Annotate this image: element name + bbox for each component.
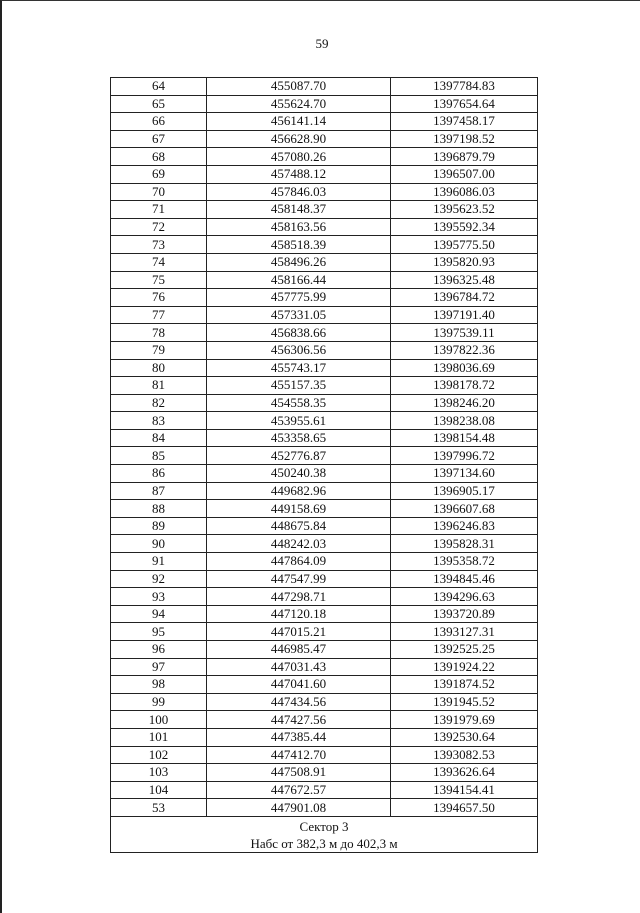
x-coordinate-cell: 457488.12 xyxy=(207,165,391,183)
x-coordinate-cell: 458166.44 xyxy=(207,271,391,289)
point-number-cell: 84 xyxy=(111,429,207,447)
y-coordinate-cell: 1397539.11 xyxy=(391,324,538,342)
table-row xyxy=(111,641,538,659)
point-number-cell: 92 xyxy=(111,570,207,588)
point-number-cell: 78 xyxy=(111,324,207,342)
x-coordinate-cell: 457080.26 xyxy=(207,148,391,166)
y-coordinate-cell: 1396879.79 xyxy=(391,148,538,166)
table-row xyxy=(111,570,538,588)
table-row xyxy=(111,676,538,694)
table-row xyxy=(111,623,538,641)
table-row xyxy=(111,658,538,676)
table-row xyxy=(111,113,538,131)
point-number-cell: 89 xyxy=(111,517,207,535)
table-row xyxy=(111,306,538,324)
y-coordinate-cell: 1393626.64 xyxy=(391,764,538,782)
point-number-cell: 87 xyxy=(111,482,207,500)
point-number-cell: 67 xyxy=(111,130,207,148)
table-row xyxy=(111,500,538,518)
point-number-cell: 93 xyxy=(111,588,207,606)
point-number-cell: 53 xyxy=(111,799,207,817)
y-coordinate-cell: 1395623.52 xyxy=(391,201,538,219)
point-number-cell: 96 xyxy=(111,641,207,659)
table-row xyxy=(111,289,538,307)
x-coordinate-cell: 447427.56 xyxy=(207,711,391,729)
x-coordinate-cell: 447547.99 xyxy=(207,570,391,588)
point-number-cell: 99 xyxy=(111,693,207,711)
y-coordinate-cell: 1397996.72 xyxy=(391,447,538,465)
point-number-cell: 97 xyxy=(111,658,207,676)
y-coordinate-cell: 1397198.52 xyxy=(391,130,538,148)
y-coordinate-cell: 1395820.93 xyxy=(391,253,538,271)
table-row xyxy=(111,799,538,817)
y-coordinate-cell: 1393127.31 xyxy=(391,623,538,641)
x-coordinate-cell: 453358.65 xyxy=(207,429,391,447)
point-number-cell: 64 xyxy=(111,78,207,96)
point-number-cell: 100 xyxy=(111,711,207,729)
table-row xyxy=(111,429,538,447)
x-coordinate-cell: 446985.47 xyxy=(207,641,391,659)
point-number-cell: 102 xyxy=(111,746,207,764)
y-coordinate-cell: 1396607.68 xyxy=(391,500,538,518)
sector-footer-cell xyxy=(111,816,538,852)
point-number-cell: 74 xyxy=(111,253,207,271)
table-row xyxy=(111,517,538,535)
point-number-cell: 95 xyxy=(111,623,207,641)
table-row xyxy=(111,253,538,271)
y-coordinate-cell: 1395358.72 xyxy=(391,553,538,571)
x-coordinate-cell: 456306.56 xyxy=(207,341,391,359)
x-coordinate-cell: 447412.70 xyxy=(207,746,391,764)
y-coordinate-cell: 1391945.52 xyxy=(391,693,538,711)
x-coordinate-cell: 455624.70 xyxy=(207,95,391,113)
y-coordinate-cell: 1392530.64 xyxy=(391,728,538,746)
table-row xyxy=(111,218,538,236)
x-coordinate-cell: 447041.60 xyxy=(207,676,391,694)
y-coordinate-cell: 1391874.52 xyxy=(391,676,538,694)
y-coordinate-cell: 1398238.08 xyxy=(391,412,538,430)
x-coordinate-cell: 449682.96 xyxy=(207,482,391,500)
x-coordinate-cell: 448242.03 xyxy=(207,535,391,553)
x-coordinate-cell: 458518.39 xyxy=(207,236,391,254)
y-coordinate-cell: 1396507.00 xyxy=(391,165,538,183)
x-coordinate-cell: 447434.56 xyxy=(207,693,391,711)
point-number-cell: 71 xyxy=(111,201,207,219)
point-number-cell: 77 xyxy=(111,306,207,324)
point-number-cell: 80 xyxy=(111,359,207,377)
y-coordinate-cell: 1395775.50 xyxy=(391,236,538,254)
table-row xyxy=(111,165,538,183)
y-coordinate-cell: 1393720.89 xyxy=(391,605,538,623)
table-row xyxy=(111,711,538,729)
table-row xyxy=(111,728,538,746)
y-coordinate-cell: 1392525.25 xyxy=(391,641,538,659)
x-coordinate-cell: 447672.57 xyxy=(207,781,391,799)
y-coordinate-cell: 1397191.40 xyxy=(391,306,538,324)
point-number-cell: 83 xyxy=(111,412,207,430)
point-number-cell: 79 xyxy=(111,341,207,359)
y-coordinate-cell: 1394154.41 xyxy=(391,781,538,799)
y-coordinate-cell: 1394296.63 xyxy=(391,588,538,606)
point-number-cell: 66 xyxy=(111,113,207,131)
table-row xyxy=(111,447,538,465)
table-row xyxy=(111,535,538,553)
y-coordinate-cell: 1394845.46 xyxy=(391,570,538,588)
x-coordinate-cell: 449158.69 xyxy=(207,500,391,518)
table-row xyxy=(111,130,538,148)
point-number-cell: 90 xyxy=(111,535,207,553)
table-row xyxy=(111,201,538,219)
x-coordinate-cell: 452776.87 xyxy=(207,447,391,465)
x-coordinate-cell: 448675.84 xyxy=(207,517,391,535)
x-coordinate-cell: 453955.61 xyxy=(207,412,391,430)
point-number-cell: 68 xyxy=(111,148,207,166)
y-coordinate-cell: 1397784.83 xyxy=(391,78,538,96)
y-coordinate-cell: 1394657.50 xyxy=(391,799,538,817)
table-row xyxy=(111,95,538,113)
y-coordinate-cell: 1393082.53 xyxy=(391,746,538,764)
point-number-cell: 86 xyxy=(111,465,207,483)
x-coordinate-cell: 454558.35 xyxy=(207,394,391,412)
point-number-cell: 81 xyxy=(111,377,207,395)
point-number-cell: 65 xyxy=(111,95,207,113)
y-coordinate-cell: 1391924.22 xyxy=(391,658,538,676)
table-row xyxy=(111,183,538,201)
coordinates-table xyxy=(110,77,538,853)
point-number-cell: 103 xyxy=(111,764,207,782)
point-number-cell: 91 xyxy=(111,553,207,571)
y-coordinate-cell: 1398178.72 xyxy=(391,377,538,395)
y-coordinate-cell: 1397458.17 xyxy=(391,113,538,131)
x-coordinate-cell: 447508.91 xyxy=(207,764,391,782)
table-row xyxy=(111,746,538,764)
y-coordinate-cell: 1396086.03 xyxy=(391,183,538,201)
height-range: Набс от 382,3 м до 402,3 м xyxy=(250,835,398,851)
table-row xyxy=(111,324,538,342)
table-row xyxy=(111,588,538,606)
x-coordinate-cell: 455157.35 xyxy=(207,377,391,395)
table-row xyxy=(111,377,538,395)
point-number-cell: 88 xyxy=(111,500,207,518)
y-coordinate-cell: 1397654.64 xyxy=(391,95,538,113)
point-number-cell: 82 xyxy=(111,394,207,412)
x-coordinate-cell: 455087.70 xyxy=(207,78,391,96)
x-coordinate-cell: 457331.05 xyxy=(207,306,391,324)
coordinates-table-body xyxy=(111,78,538,817)
y-coordinate-cell: 1398036.69 xyxy=(391,359,538,377)
y-coordinate-cell: 1397134.60 xyxy=(391,465,538,483)
table-row xyxy=(111,394,538,412)
table-row xyxy=(111,271,538,289)
y-coordinate-cell: 1398246.20 xyxy=(391,394,538,412)
point-number-cell: 70 xyxy=(111,183,207,201)
x-coordinate-cell: 457775.99 xyxy=(207,289,391,307)
table-row xyxy=(111,605,538,623)
y-coordinate-cell: 1396905.17 xyxy=(391,482,538,500)
table-row xyxy=(111,465,538,483)
table-row xyxy=(111,412,538,430)
table-row xyxy=(111,482,538,500)
page-number: 59 xyxy=(315,36,329,51)
x-coordinate-cell: 458148.37 xyxy=(207,201,391,219)
x-coordinate-cell: 447385.44 xyxy=(207,728,391,746)
x-coordinate-cell: 457846.03 xyxy=(207,183,391,201)
table-row xyxy=(111,341,538,359)
point-number-cell: 72 xyxy=(111,218,207,236)
table-row xyxy=(111,693,538,711)
point-number-cell: 69 xyxy=(111,165,207,183)
table-row xyxy=(111,236,538,254)
x-coordinate-cell: 447031.43 xyxy=(207,658,391,676)
sector-footer-row xyxy=(111,816,538,852)
y-coordinate-cell: 1397822.36 xyxy=(391,341,538,359)
x-coordinate-cell: 447298.71 xyxy=(207,588,391,606)
x-coordinate-cell: 447015.21 xyxy=(207,623,391,641)
y-coordinate-cell: 1398154.48 xyxy=(391,429,538,447)
y-coordinate-cell: 1391979.69 xyxy=(391,711,538,729)
x-coordinate-cell: 450240.38 xyxy=(207,465,391,483)
point-number-cell: 98 xyxy=(111,676,207,694)
x-coordinate-cell: 456141.14 xyxy=(207,113,391,131)
x-coordinate-cell: 458496.26 xyxy=(207,253,391,271)
x-coordinate-cell: 456838.66 xyxy=(207,324,391,342)
table-row xyxy=(111,781,538,799)
table-row xyxy=(111,78,538,96)
y-coordinate-cell: 1396784.72 xyxy=(391,289,538,307)
y-coordinate-cell: 1395592.34 xyxy=(391,218,538,236)
x-coordinate-cell: 458163.56 xyxy=(207,218,391,236)
table-row xyxy=(111,764,538,782)
x-coordinate-cell: 447864.09 xyxy=(207,553,391,571)
x-coordinate-cell: 447120.18 xyxy=(207,605,391,623)
y-coordinate-cell: 1395828.31 xyxy=(391,535,538,553)
point-number-cell: 76 xyxy=(111,289,207,307)
x-coordinate-cell: 456628.90 xyxy=(207,130,391,148)
table-row xyxy=(111,553,538,571)
x-coordinate-cell: 455743.17 xyxy=(207,359,391,377)
y-coordinate-cell: 1396325.48 xyxy=(391,271,538,289)
table-row xyxy=(111,359,538,377)
point-number-cell: 75 xyxy=(111,271,207,289)
y-coordinate-cell: 1396246.83 xyxy=(391,517,538,535)
table-row xyxy=(111,148,538,166)
point-number-cell: 101 xyxy=(111,728,207,746)
point-number-cell: 104 xyxy=(111,781,207,799)
x-coordinate-cell: 447901.08 xyxy=(207,799,391,817)
sector-title: Сектор 3 xyxy=(299,818,349,834)
point-number-cell: 85 xyxy=(111,447,207,465)
point-number-cell: 94 xyxy=(111,605,207,623)
point-number-cell: 73 xyxy=(111,236,207,254)
